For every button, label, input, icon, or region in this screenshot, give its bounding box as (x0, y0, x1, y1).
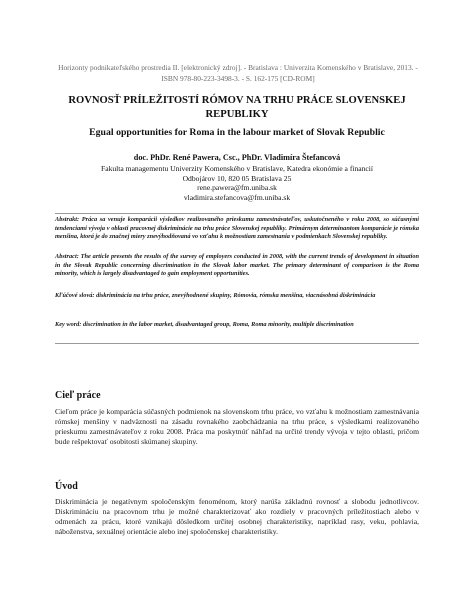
keywords-sk-text: diskriminácia na trhu práce, znevýhodnené skupiny, Rómovia, rómska menšina, viacnásobná diskriminácia (96, 292, 376, 299)
keywords-en-text: discrimination in the labor market, disadvantaged group, Roma, Roma minority, multiple discrimination (83, 321, 354, 328)
abstract-en-label: Abstract: (55, 253, 79, 260)
citation-header: Horizonty podnikateľského prostredia II. [elektronický zdroj]. - Bratislava : Univerzita Komenského v Bratislave, 2013. - ISBN 978-80-223-3498-3. - S. 162-175 [CD-ROM] (58, 63, 418, 83)
abstract-sk-text: Práca sa venuje komparácii výsledkov realizovaného prieskumu zamestnávateľov, uskutočneného v roku 2008, so súčasnými tendenciami vývoja v oblasti pracovnej diskriminácie na trhu práce Slovenskej republiky. Primárnym determinantom komparácie je rómska menšina, ktorá je do značnej miery znevýhodňovaná vo vzťahu k možnostiam zamestnania v podmienkach Slovenskej republiky. (55, 216, 419, 241)
abstract-sk (55, 216, 419, 242)
keywords-sk-label: Kľúčové slová: (55, 292, 95, 299)
divider (55, 343, 419, 344)
abstract-sk-label: Abstrakt: (55, 216, 80, 223)
section-intro-text: Diskriminácia je negatívnym spoločenským fenoménom, ktorý narúša základnú rovnosť a slobodu jednotlivcov. Diskrimináciu na pracovnom trhu je možné charakterizovať ako rozdiely v pracovných príležitostiach alebo v odmenách za prácu, ktoré vznikajú dôsledkom určitej osobnej charakteristiky, napríklad rasy, veku, pohlavia, náboženstva, sexuálnej orientácie alebo inej spoločenskej charakteristiky. (55, 497, 419, 536)
divider (55, 213, 419, 214)
email-line: rene.pawera@fm.uniba.sk (197, 183, 277, 193)
abstract-en (55, 253, 419, 279)
affiliation-line: Fakulta managementu Univerzity Komenského v Bratislave, Katedra ekonómie a financií (100, 164, 374, 173)
author-names: doc. PhDr. René Pawera, Csc., PhDr. Vladimíra Štefancová (133, 153, 341, 162)
section-heading-goal: Cieľ práce (55, 390, 101, 401)
paper-title: ROVNOSŤ PRÍLEŽITOSTÍ RÓMOV NA TRHU PRÁCE SLOVENSKEJ REPUBLIKY (68, 95, 406, 120)
keywords-sk (55, 292, 419, 301)
section-goal-text: Cieľom práce je komparácia súčasných podmienok na slovenskom trhu práce, vo vzťahu k možnostiam zamestnávania rómskej menšiny v nadväznosti na zásadu rovnakého zaobchádzania na trhu práce, s výsledkami realizovaného prieskumu zamestnávateľov z roku 2008. Práca ma poskytnúť náhľad na určité trendy vývoja v tejto oblasti, pričom bude rešpektovať osobitosti skúmanej skupiny. (55, 407, 419, 446)
address-line: Odbojárov 10, 820 05 Bratislava 25 (182, 173, 292, 183)
email-line: vladimira.stefancova@fm.uniba.sk (183, 192, 291, 202)
keywords-en-label: Key word: (55, 321, 82, 328)
keywords-en (55, 321, 419, 330)
abstract-en-text: The article presents the results of the survey of employers conducted in 2008, with the current trends of development in situation in the Slovak Republic concerning discrimination in the Slovak labor market. The primary determinant of comparison is the Roma minority, which is largely disadvantaged to gain employment opportunities. (55, 253, 420, 278)
paper-title-english: Egual opportunities for Roma in the labour market of Slovak Republic (89, 127, 385, 138)
author-affiliation (40, 164, 434, 202)
section-heading-intro: Úvod (55, 481, 78, 492)
